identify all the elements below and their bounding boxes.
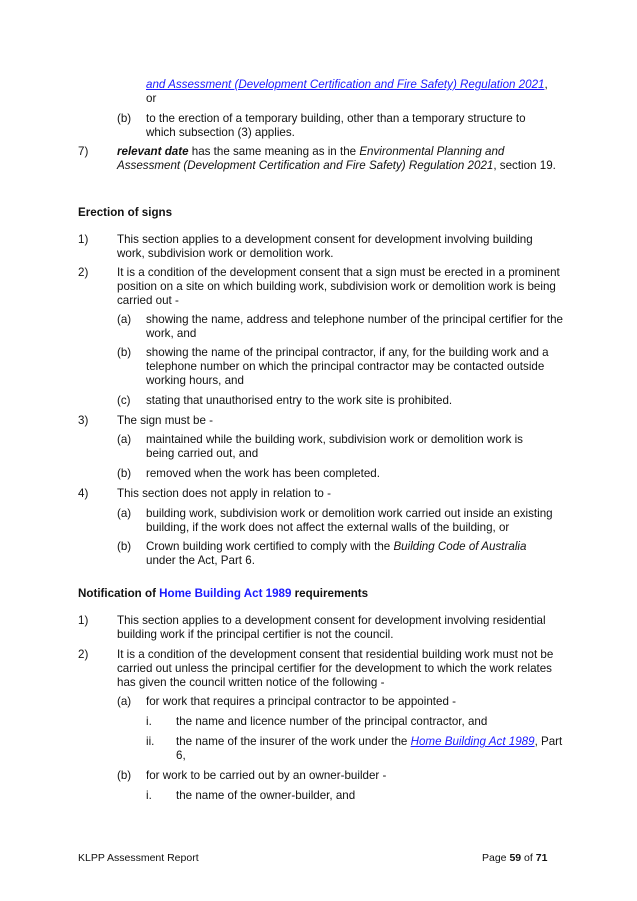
signs-2a-text: showing the name, address and telephone number of the principal certifier for the work, and [146, 313, 563, 340]
regulation-link[interactable]: and Assessment (Development Certification and Fire Safety) Regulation 2021 [146, 78, 545, 91]
hba-b-text: for work to be carried out by an owner-builder - [146, 769, 387, 782]
hba-a-ii-label: ii. [146, 735, 155, 748]
hba-text-1: This section applies to a development consent for development involving residential building work if the principal certifier is not the council. [117, 614, 546, 641]
hba-num-1: 1) [78, 614, 89, 627]
page-total: 71 [535, 852, 548, 864]
hba-heading-link[interactable]: Home Building Act 1989 [159, 587, 292, 600]
signs-3a-label: (a) [117, 433, 132, 446]
signs-text-4: This section does not apply in relation to - [117, 487, 331, 500]
para-text-7 [117, 145, 557, 173]
page-number: 59 [509, 852, 522, 864]
signs-4b-text [146, 540, 546, 568]
signs-4a-text: building work, subdivision work or demolition work carried out inside an existing building, if the work does not affect the external walls of the building, or [146, 507, 553, 534]
regulation-ref: Environmental Planning and Assessment (Development Certification and Fire Safety) Regulation 2021 [117, 145, 505, 172]
hba-link[interactable]: Home Building Act 1989 [410, 735, 535, 748]
footer-page [482, 851, 547, 865]
text: the name of the insurer of the work under the [176, 735, 411, 748]
signs-num-2: 2) [78, 266, 89, 279]
hba-b-label: (b) [117, 769, 132, 782]
hba-a-i-text: the name and licence number of the principal contractor, and [176, 715, 488, 728]
bca-ref: Building Code of Australia [393, 540, 527, 553]
signs-3b-label: (b) [117, 467, 132, 480]
text: Crown building work certified to comply with the [146, 540, 394, 553]
defined-term: relevant date [117, 145, 189, 158]
text: under the Act, Part 6. [146, 554, 255, 567]
text: requirements [291, 587, 369, 600]
signs-2c-label: (c) [117, 394, 131, 407]
signs-2a-label: (a) [117, 313, 132, 326]
hba-a-text: for work that requires a principal contractor to be appointed - [146, 695, 456, 708]
text: , section 19. [493, 159, 556, 172]
signs-4a-label: (a) [117, 507, 132, 520]
section-heading-hba [78, 587, 368, 601]
signs-2c-text: stating that unauthorised entry to the work site is prohibited. [146, 394, 453, 407]
signs-num-4: 4) [78, 487, 89, 500]
hba-a-label: (a) [117, 695, 132, 708]
hba-b-i-label: i. [146, 789, 152, 802]
hba-a-ii-text [176, 735, 566, 763]
signs-text-2: It is a condition of the development consent that a sign must be erected in a prominent position on a site on which building work, subdivision work or demolition work is being carried out - [117, 266, 560, 307]
signs-4b-label: (b) [117, 540, 132, 553]
text: Notification of [78, 587, 160, 600]
signs-2b-label: (b) [117, 346, 132, 359]
signs-num-1: 1) [78, 233, 89, 246]
item-label-b: (b) [117, 112, 132, 125]
hba-b-i-text: the name of the owner-builder, and [176, 789, 356, 802]
continued-item [146, 78, 566, 106]
signs-2b-text: showing the name of the principal contractor, if any, for the building work and a telephone number on which the principal contractor may be contacted outside working hours, and [146, 346, 549, 387]
text: of [521, 852, 536, 864]
hba-a-i-label: i. [146, 715, 152, 728]
para-num-7: 7) [78, 145, 89, 158]
signs-3b-text: removed when the work has been completed. [146, 467, 380, 480]
signs-num-3: 3) [78, 414, 89, 427]
or-text: or [146, 92, 157, 105]
signs-3a-text: maintained while the building work, subdivision work or demolition work is being carried out, and [146, 433, 523, 460]
item-text-b: to the erection of a temporary building, other than a temporary structure to which subsection (3) applies. [146, 112, 526, 139]
text: has the same meaning as in the [188, 145, 360, 158]
text: Page [482, 852, 510, 864]
signs-text-3: The sign must be - [117, 414, 214, 427]
hba-num-2: 2) [78, 648, 89, 661]
section-heading-signs: Erection of signs [78, 206, 173, 219]
footer-left: KLPP Assessment Report [78, 852, 199, 864]
punct: , [544, 78, 548, 91]
text: , Part 6, [176, 735, 563, 762]
signs-text-1: This section applies to a development consent for development involving building work, subdivision work or demolition work. [117, 233, 533, 260]
hba-text-2: It is a condition of the development consent that residential building work must not be carried out unless the principal certifier for the development to which the work relates has given the council written notice of the following - [117, 648, 554, 689]
